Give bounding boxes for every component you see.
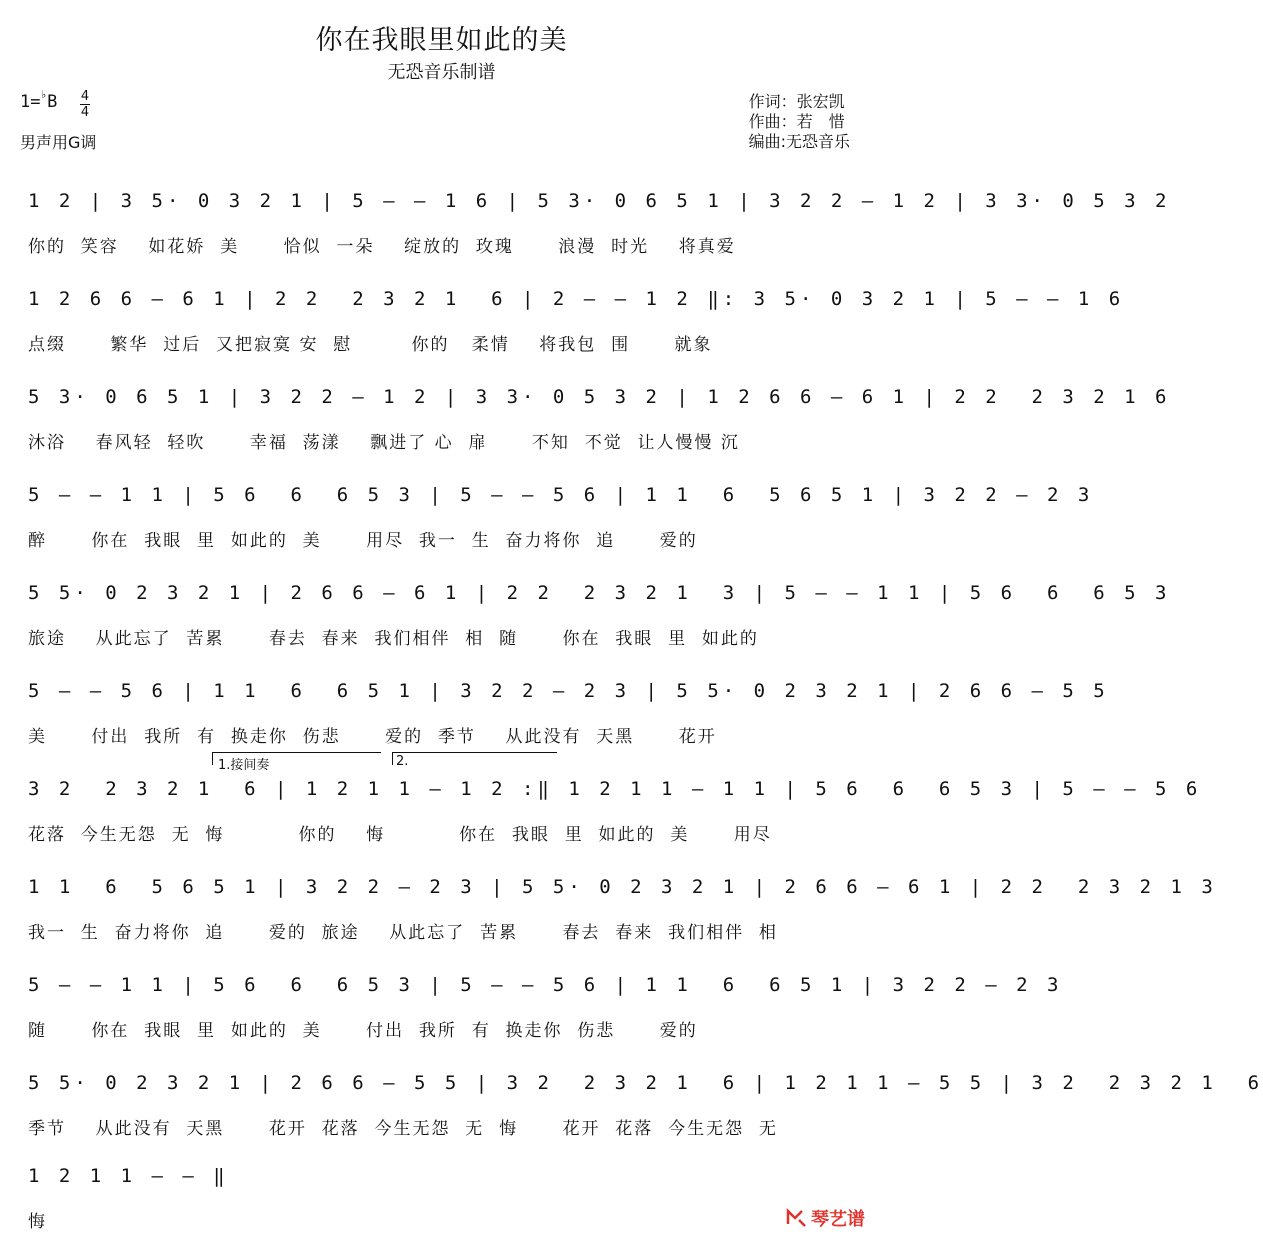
notes-line: 5 — — 1 1 | 5 6 6 6 5 3 | 5 — — 5 6 | 1 1 6 6 5 1 | 3 2 2 — 2 3	[28, 974, 1063, 996]
lyrics-line: 点缀 繁华 过后 又把寂寞 安 慰 你的 柔情 将我包 围 就象	[28, 335, 713, 355]
notes-line: 5 — — 1 1 | 5 6 6 6 5 3 | 5 — — 5 6 | 1 1 6 5 6 5 1 | 3 2 2 — 2 3	[28, 484, 1094, 506]
credits	[749, 92, 850, 152]
notes-line: 5 3· 0 6 5 1 | 3 2 2 — 1 2 | 3 3· 0 5 3 2 | 1 2 6 6 — 6 1 | 2 2 2 3 2 1 6	[28, 386, 1171, 408]
notes-line: 1 2 1 1 — — ‖	[28, 1165, 229, 1187]
composer-credit: 作曲：若 惜	[748, 112, 845, 131]
notes-line: 5 5· 0 2 3 2 1 | 2 6 6 — 5 5 | 3 2 2 3 2 1 6 | 1 2 1 1 — 5 5 | 3 2 2 3 2 1 6	[28, 1072, 1263, 1094]
volta-1-label: 1.接间奏	[218, 758, 270, 773]
lyrics-line: 随 你在 我眼 里 如此的 美 付出 我所 有 换走你 伤悲 爱的	[28, 1021, 698, 1041]
lyricist-credit: 作词：张宏凯	[748, 92, 845, 111]
staff-system	[28, 876, 1217, 956]
song-subtitle: 无恐音乐制谱	[387, 62, 496, 83]
lyrics-line: 沐浴 春风轻 轻吹 幸福 荡漾 飘进了 心 扉 不知 不觉 让人慢慢 沉	[28, 433, 740, 453]
time-signature-bottom: 4	[80, 105, 90, 120]
volta-2-label: 2.	[396, 754, 409, 769]
staff-system	[28, 1165, 856, 1245]
staff-system	[28, 754, 1202, 858]
volta-2-bracket	[392, 752, 557, 765]
lyrics-line: 季节 从此没有 天黑 花开 花落 今生无怨 无 悔 花开 花落 今生无怨 无	[28, 1119, 778, 1139]
notes-line: 1 2 | 3 5· 0 3 2 1 | 5 — — 1 6 | 5 3· 0 6 5 1 | 3 2 2 — 1 2 | 3 3· 0 5 3 2	[28, 190, 1171, 212]
staff-system	[28, 1072, 1263, 1152]
lyrics-line: 你的 笑容 如花娇 美 恰似 一朵 绽放的 玫瑰 浪漫 时光 将真爱	[28, 237, 736, 257]
staff-system	[28, 386, 1171, 466]
arranger-credit: 编曲:无恐音乐	[748, 132, 850, 151]
notes-line: 5 5· 0 2 3 2 1 | 2 6 6 — 6 1 | 2 2 2 3 2 1 3 | 5 — — 1 1 | 5 6 6 6 5 3	[28, 582, 1171, 604]
notes-line: 5 — — 5 6 | 1 1 6 6 5 1 | 3 2 2 — 2 3 | 5 5· 0 2 3 2 1 | 2 6 6 — 5 5	[28, 680, 1109, 702]
notes-line: 1 2 6 6 — 6 1 | 2 2 2 3 2 1 6 | 2 — — 1 2 ‖: 3 5· 0 3 2 1 | 5 — — 1 6	[28, 288, 1125, 310]
lyrics-line: 醉 你在 我眼 里 如此的 美 用尽 我一 生 奋力将你 追 爱的	[28, 531, 698, 551]
watermark-text: 琴艺谱	[811, 1209, 865, 1230]
notes-line: 1 1 6 5 6 5 1 | 3 2 2 — 2 3 | 5 5· 0 2 3 2 1 | 2 6 6 — 6 1 | 2 2 2 3 2 1 3	[28, 876, 1217, 898]
time-signature-top: 4	[80, 89, 90, 104]
staff-system	[28, 484, 1094, 564]
staff-system	[28, 288, 1125, 368]
lyrics-line: 我一 生 奋力将你 追 爱的 旅途 从此忘了 苦累 春去 春来 我们相伴 相	[28, 923, 778, 943]
staff-system	[28, 974, 1063, 1054]
time-signature	[80, 90, 90, 119]
key-signature	[20, 88, 58, 112]
staff-system	[28, 680, 1109, 760]
lyrics-line: 旅途 从此忘了 苦累 春去 春来 我们相伴 相 随 你在 我眼 里 如此的	[28, 629, 759, 649]
male-key-note: 男声用G调	[20, 133, 97, 152]
key-prefix: 1=	[20, 92, 41, 112]
song-title: 你在我眼里如此的美	[315, 25, 568, 56]
key-note: B	[47, 92, 58, 112]
flat-sign: ♭	[40, 88, 48, 101]
lyrics-line: 花落 今生无怨 无 悔 你的 悔 你在 我眼 里 如此的 美 用尽	[28, 825, 772, 845]
lyrics-line: 悔	[28, 1212, 47, 1232]
staff-system	[28, 582, 1171, 662]
lyrics-line: 美 付出 我所 有 换走你 伤悲 爱的 季节 从此没有 天黑 花开	[28, 727, 717, 747]
watermark-logo	[785, 1205, 865, 1231]
music-note-icon	[785, 1208, 807, 1228]
notes-line: 3 2 2 3 2 1 6 | 1 2 1 1 — 1 2 :‖ 1 2 1 1 — 1 1 | 5 6 6 6 5 3 | 5 — — 5 6	[28, 778, 1202, 800]
staff-system	[28, 190, 1171, 270]
